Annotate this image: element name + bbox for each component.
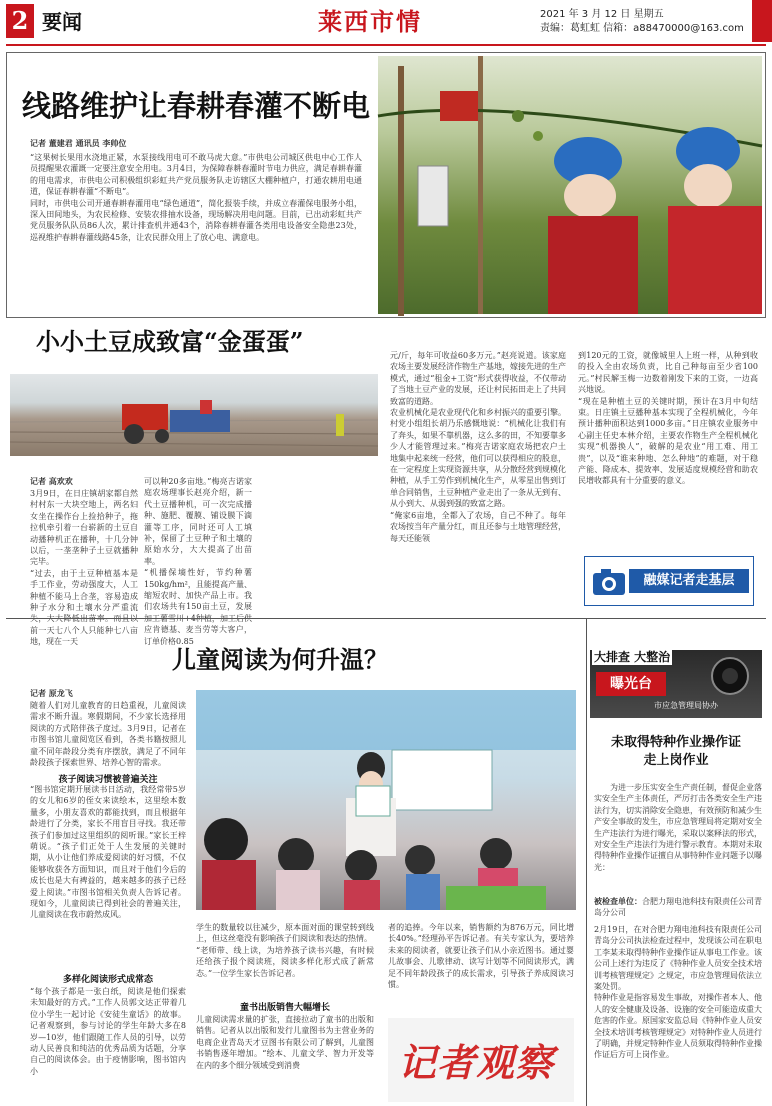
- column-divider: [586, 618, 587, 1106]
- field-reporter-label: 融媒记者走基层: [629, 569, 749, 593]
- article3-title: 儿童阅读为何升温？: [172, 645, 388, 674]
- reporter-observation-banner: [388, 1018, 574, 1102]
- article4-body2: 2月19日，在对合肥力翔电池科技有限责任公司青岛分公司执法检查过程中，发现该公司在职电工李某未取得特种作业操作证从事电工作业。该公司上述行为违反了《特种作业人员安全技术培训考核管理规定》之规定，市应急管理局依法立案处罚。 特种作业是指容易发生事故，对操作者本人、他人的安全健康及设备、设施的安全可能造成重大危害的作业。原国家安监总局《特种作业人员安全技术培训考核管理规定》对特种作业人员进行了明确，并规定特种作业人员须取得特种作业操作证后方可上岗作业。: [594, 925, 762, 1060]
- article4-subject-label: 被检查单位：: [594, 896, 642, 906]
- exposure-kicker: 大排查 大整治: [594, 650, 671, 664]
- exposure-column-sub: 市应急管理局协办: [654, 701, 718, 710]
- header-red-bar: [752, 0, 772, 42]
- date-line: 2021 年 3 月 12 日 星期五: [540, 9, 664, 20]
- reporter-observation-text: 记者观察: [398, 1040, 555, 1085]
- header-info: [540, 8, 744, 36]
- article3-col1b: “图书馆定期开展读书日活动，我经常带5岁的女儿和6岁的侄女来读绘本，这里绘本数量多，小朋友喜欢的都能找到，而且根据年龄进行了分类，家长不用盲目寻找。我还带孩子们参加过这里组织的阅听课。”家长王梓萌说。“孩子们正处于人生发展的关键时期，从小让他们养成爱阅读的好习惯，不仅能够收获各方面知识，而且对于他们今后的成长也是大有裨益的，越来越多的孩子已经爱上阅读。”市图书馆相关负责人告诉记者。现如今，儿童阅读已得到社会的普遍关注，儿童阅读在我市蔚然成风。: [30, 785, 186, 920]
- article4-subject-name: 合肥力翔电池科技有限责任公司青岛分公司: [594, 897, 762, 918]
- lineman-photo-art: [378, 56, 762, 314]
- article2-col2: 可以种20多亩地。”梅亮吉诺家庭农场理事长赵亮介绍，新一代土豆播种机，可一次完成播种、施肥、覆膜、铺设膜下滴灌等工序，同时还可人工填补，保留了土豆种子和土壤的原始水分，大大提高了出苗率。 “机播保墒性好，节约种薯150kg/hm²，且能提高产量、缩短农时、加快产品上市。我们农场共有150亩土豆，发展 应肯德基、麦当劳等大客户，订单价格0.85: [144, 477, 252, 646]
- article3-col1a: 随着人们对儿童教育的日趋重视，儿童阅读需求不断升温。寒假期间，不少家长选择用阅读的方式陪伴孩子度过。3月9日，记者在市图书馆儿童阅览区看到，各类书籍按照儿童不同年龄段分类有序摆放，满足了不同年龄段孩子探索世界、培养心智的需求。: [30, 701, 186, 768]
- article2-col4: 到120元的工资，就像城里人上班一样，从种到收的投入全由农场负责，比自己种每亩至少省100元。”村民解玉梅一边数着刚发下来的工资，一边高兴地说。 “现在是种植土豆的关键时期，预计在3月中旬结束。日庄镇土豆播种基本实现了全程机械化，今年预计播种面积达到1000多亩。”日庄镇农业服务中心副主任史本林介绍，主要农作物生产全程机械化实现“机器换人”，破解的是农业“用工难、用工贵”，以及“谁来种地、怎么种地”的难题，对于稳产能、降成本、提效率、发展适度规模经营和助农民增收都具有十分重要的意义。: [578, 351, 758, 486]
- lineman-photo: [378, 56, 762, 314]
- library-reading-photo-art: [196, 690, 576, 910]
- section-divider: [6, 618, 766, 619]
- article3-subhead3: 童书出版销售大幅增长: [239, 1003, 330, 1013]
- article2-byline: 记者 高欢欢: [30, 477, 73, 486]
- editor-line: 责编：葛虹虹 信箱：a88470000@163.com: [540, 23, 744, 34]
- article3-subhead1: 孩子阅读习惯被普遍关注: [58, 775, 158, 785]
- page-number: 2: [6, 4, 34, 38]
- article3-col2: 学生的数量较以往减少，原本面对面的课堂转到线上，但这丝毫没有影响孩子们阅读和表达的热情。 “老师带、线上读，为培养孩子读书兴趣，有时候还给孩子报个阅读班，阅读多样化形式成了新常态。”一位学生家长告诉记者。: [196, 923, 374, 978]
- article3-col2b: 儿童阅读需求量的扩张，直接拉动了童书的出版和销售。记者从以出版和发行儿童图书为主营业务的电商企业青岛天才豆图书有限公司了解到，儿童图书销售逐年增加。“绘本、儿童文学、智力开发等在内的多个细分领域受到消费: [196, 1015, 374, 1070]
- header-rule: [6, 44, 766, 46]
- camera-icon: [589, 561, 629, 603]
- article1-byline: 记者 董建君 通讯员 李帅位: [30, 139, 127, 148]
- section-name: 要闻: [42, 10, 82, 34]
- exposure-column-banner: [590, 650, 762, 718]
- article4-body1: 为进一步压实安全生产责任制，督促企业落实安全生产主体责任，严厉打击各类安全生产违法行为，切实消除安全隐患，有效预防和减少生产安全事故的发生，市应急管理局将定期对安全生产违法行为进行曝光，采取以案释法的形式，对安全生产违法行为进行警示教育。本期对未取得特种作业操作证擅自从事特种作业问题予以曝光：: [594, 783, 762, 872]
- field-reporter-badge: [584, 556, 754, 606]
- article3-col3: 者的追捧。今年以来，销售额约为876万元，同比增长40%。”经理孙平告诉记者。有关专家认为，要培养未来的阅读者，就要让孩子们从小亲近图书。通过婴儿故事会、儿歌律动、读写计划等不同阅读形式，满足不同年龄段孩子的成长需求，引导孩子养成阅读习惯。: [388, 923, 574, 990]
- article2-col1: 3月9日，在日庄镇胡家都自然村村东一大块空地上，两名妇女坐在操作台上捡拾种子，拖拉机牵引着一台崭新的土豆自动播种机正在播种，十几分钟以后，一垄垄种子土豆就播种完毕。 “过去，由于土豆种植基本是手工作业，劳动强度大，人工种植不能马上合垄，容易造成种子水分和土壤水分严重流 前一天七八个人只能种七八亩地，现在一天: [30, 489, 138, 647]
- article3-subhead2: 多样化阅读形式成常态: [62, 975, 153, 985]
- article4-title-line1: 未取得特种作业操作证: [610, 735, 741, 750]
- library-reading-photo: [196, 690, 576, 910]
- article1-title: 线路维护让春耕春灌不断电: [22, 89, 371, 123]
- potato-farm-photo-art: [10, 374, 378, 456]
- article4-subject: [594, 896, 762, 920]
- camera-lens-icon: [700, 654, 760, 698]
- article4-title: [590, 734, 762, 770]
- article2-title: 小小土豆成致富“金蛋蛋”: [36, 327, 304, 356]
- potato-farm-photo: [10, 374, 378, 456]
- article1-body: “这果树长果用水浇地正紧，水泵接线用电可不敢马虎大意。”市供电公司城区供电中心工作人员提醒果农灌溉一定要注意安全用电。3月4日，为保障春耕春灌时节电力供应，满足春耕春灌的用电需求，市供电公司积极组织彩虹共产党员服务队走访辖区大棚种植户，打通农耕用电通道，保证春耕春灌“不断电”。 同时，市供电公司开通春耕春灌用电“绿色通道”，简化报装手续，并成立春灌保电服务小组，深入田间地头，为农民检修、安装农排抽水设备，现场解决用电问题。目前，已出动彩虹共产党员服务队队员86人次，累计排查机井通43个，消除春耕春灌各类用电设备安全隐患23处，巡视维护春耕春灌线路45条，让农民群众用上了放心电、满意电。: [30, 153, 362, 242]
- article2-col3: 元/斤，每年可收益60多万元。”赵亮说道。该家庭农场主要发展经济作物生产基地，嫁接先进的生产模式，通过“租金+工资”形式获得收益，不仅带动了当地土豆产业的发展，还让村民拓田走上了共同致富的道路。 农业机械化是农业现代化和乡村振兴的重要引擎。村党小组组长胡乃乐感慨地说：“机械化让我们有了奔头，如果不靠机器，这么多的田，不知要靠多少人才能管理过来。”梅亮吉诺家庭农场把农户土地集中起来统一经营，他们可以获得相应的股息，在一定程度上实现资源共享，从分散经营到规模化种植，从手工劳作到机械化生产，从零星出售到订单合同销售，土豆种植产业走出了一条从无到有、从小到大、从弱到强的致富之路。 “俺家6亩地，全都入了农场，自己不种了。每年农场按当年产量分红，而且还参与土地管理经营，每天还能领: [390, 351, 566, 543]
- exposure-column-name: 曝光台: [596, 672, 666, 696]
- masthead-logo: 莱西市情: [318, 7, 422, 36]
- article3-col1c: “每个孩子都是一张白纸，阅读是他们探索未知最好的方式。”工作人员郭文达正带着几位小学生一起讨论《安徒生童话》的故事。记者观察到，参与讨论的学生年龄大多在8岁—10岁，他们跟随工作人员的引导，以劳动人民善良和纯洁的优秀品质为话题，分享自己的阅读体会。由于疫情影响，图书馆内小: [30, 987, 186, 1076]
- article3-byline: 记者 原龙飞: [30, 689, 73, 698]
- article4-title-line2: 走上岗作业: [643, 753, 709, 768]
